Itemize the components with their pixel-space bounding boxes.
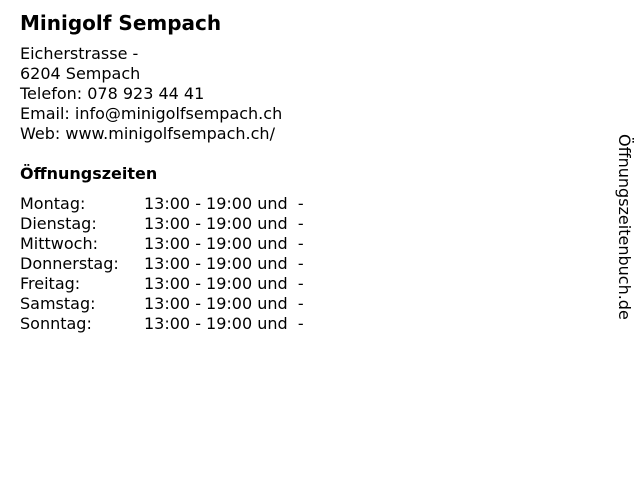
hours-row-sunday [20,314,304,334]
hours-row-saturday [20,294,304,314]
day-label: Donnerstag: [20,254,119,273]
email-address: Email: info@minigolfsempach.ch [20,104,283,123]
day-label: Freitag: [20,274,81,293]
opening-hours-heading: Öffnungszeiten [20,164,158,183]
opening-hours-table [20,194,304,334]
day-label: Dienstag: [20,214,97,233]
address-street: Eicherstrasse - [20,44,139,63]
phone-number: Telefon: 078 923 44 41 [20,84,205,103]
time-value: 13:00 - 19:00 und - [144,234,304,253]
day-label: Mittwoch: [20,234,98,253]
day-label: Sonntag: [20,314,92,333]
day-label: Montag: [20,194,86,213]
hours-row-tuesday [20,214,304,234]
time-value: 13:00 - 19:00 und - [144,294,304,313]
hours-row-wednesday [20,234,304,254]
hours-row-friday [20,274,304,294]
time-value: 13:00 - 19:00 und - [144,254,304,273]
day-label: Samstag: [20,294,96,313]
brand-watermark: Öffnungszeitenbuch.de [615,134,634,320]
website-address: Web: www.minigolfsempach.ch/ [20,124,275,143]
address-city: 6204 Sempach [20,64,141,83]
time-value: 13:00 - 19:00 und - [144,214,304,233]
time-value: 13:00 - 19:00 und - [144,314,304,333]
time-value: 13:00 - 19:00 und - [144,194,304,213]
hours-row-monday [20,194,304,214]
business-name: Minigolf Sempach [20,11,222,35]
time-value: 13:00 - 19:00 und - [144,274,304,293]
business-contact [20,44,282,144]
hours-row-thursday [20,254,304,274]
